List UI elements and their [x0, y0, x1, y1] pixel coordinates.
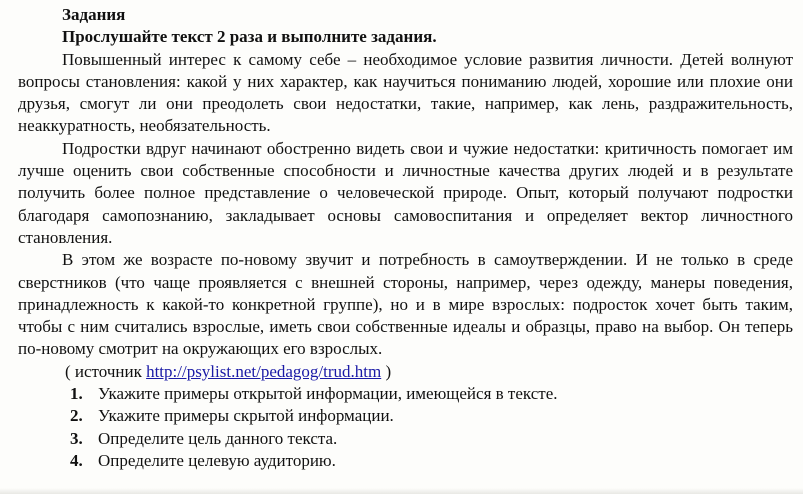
page-bottom-edge [0, 488, 803, 494]
source-line [18, 361, 793, 383]
task-number: 4. [70, 450, 83, 470]
source-link[interactable]: http://psylist.net/pedagog/trud.htm [146, 361, 382, 381]
task-text: Определите цель данного текста. [98, 428, 338, 448]
list-item [18, 405, 793, 427]
task-number: 3. [70, 428, 83, 448]
list-item [18, 428, 793, 450]
paragraph-1: Повышенный интерес к самому себе – необходимое условие развития личности. Детей волнуют вопросы становления: какой у них характер, как научиться пониманию людей, хорошие или плохие они друзья, смогут ли они преодолеть свои недостатки, такие, например, как лень, раздражительность, неаккуратность, необязательность. [18, 49, 793, 136]
source-prefix: ( источник [65, 361, 142, 381]
page-title: Задания [62, 5, 126, 24]
source-suffix: ) [385, 361, 392, 381]
paragraph-2: Подростки вдруг начинают обостренно видеть свои и чужие недостатки: критичность помогает им лучше оценить свои собственные способности и личностные качества других людей и в результате получить более полное представление о человеческой природе. Опыт, который получают подростки благодаря самопознанию, закладывает основы самовоспитания и определяет вектор личностного становления. [18, 138, 793, 247]
list-item [18, 450, 793, 472]
task-list [18, 383, 793, 472]
paragraph-3: В этом же возрасте по-новому звучит и потребность в самоутверждении. И не только в среде сверстников (что чаще проявляется с внешней стороны, например, через одежду, манеры поведения, принадлежность к какой-то конкретной группе), но и в мире взрослых: подросток хочет быть таким, чтобы с ним считались взрослые, иметь свои собственные идеалы и образцы, право на выбор. Он теперь по-новому смотрит на окружающих его взрослых. [18, 250, 793, 359]
list-item [18, 383, 793, 405]
task-text: Укажите примеры открытой информации, имеющейся в тексте. [98, 384, 558, 404]
task-text: Укажите примеры скрытой информации. [98, 406, 394, 426]
task-text: Определите целевую аудиторию. [98, 450, 336, 470]
task-number: 2. [70, 406, 83, 426]
task-number: 1. [70, 384, 83, 404]
instruction-heading: Прослушайте текст 2 раза и выполните задания. [62, 27, 437, 47]
